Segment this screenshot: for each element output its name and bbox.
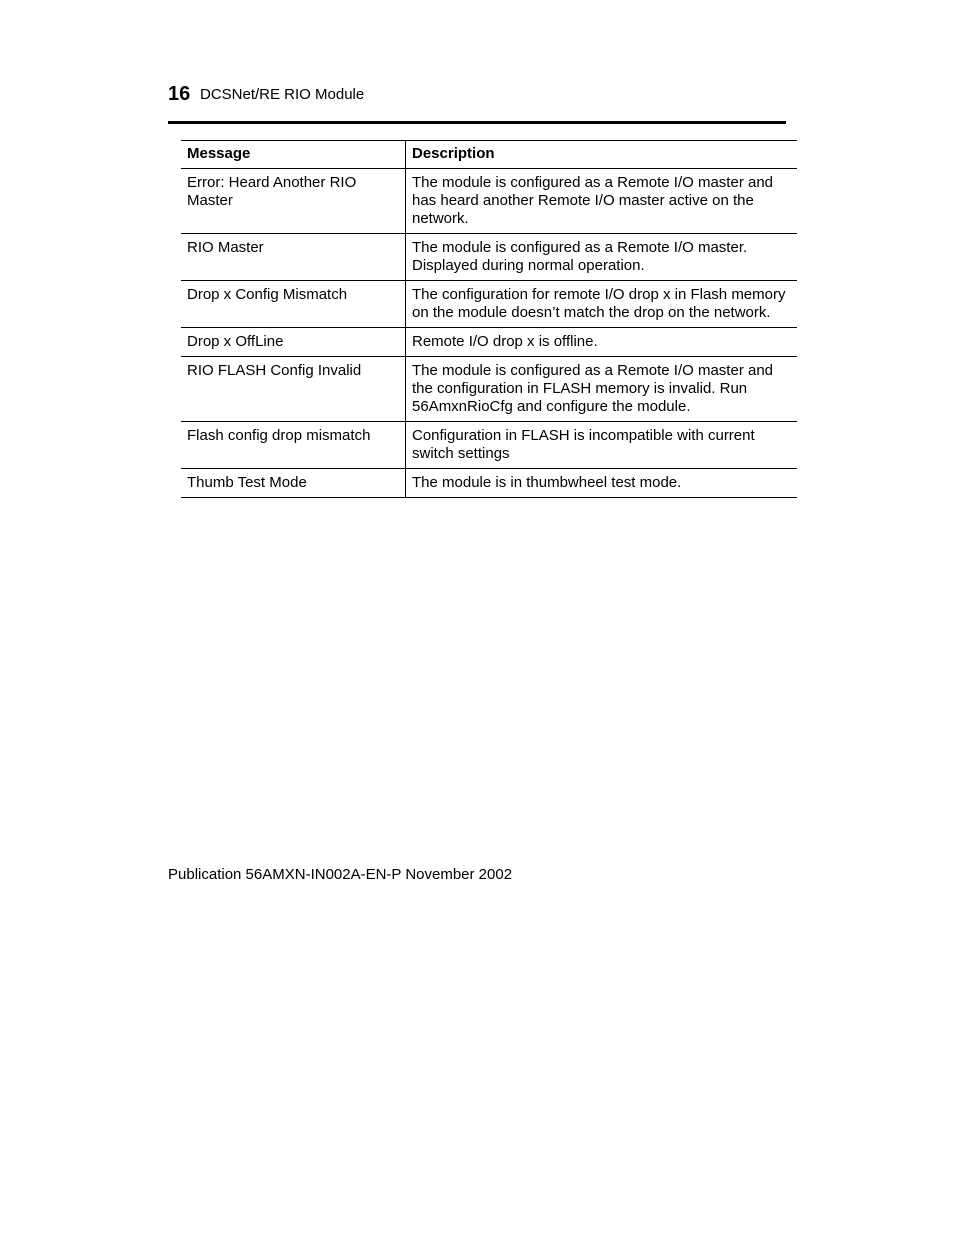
message-cell: RIO FLASH Config Invalid [181,357,406,422]
page-header [168,82,786,108]
table-row [181,234,797,281]
document-title: DCSNet/RE RIO Module [200,86,365,103]
description-cell: The module is configured as a Remote I/O master and the configuration in FLASH memory is invalid. Run 56AmxnRioCfg and configure the module. [406,357,798,422]
table-row [181,281,797,328]
description-cell: The module is configured as a Remote I/O master. Displayed during normal operation. [406,234,798,281]
message-cell: Error: Heard Another RIO Master [181,169,406,234]
message-cell: Drop x Config Mismatch [181,281,406,328]
table-row [181,469,797,498]
table-row [181,357,797,422]
table-row [181,169,797,234]
description-cell: The module is in thumbwheel test mode. [406,469,798,498]
message-table [181,140,797,498]
message-cell: Flash config drop mismatch [181,422,406,469]
message-cell: Thumb Test Mode [181,469,406,498]
description-cell: The module is configured as a Remote I/O master and has heard another Remote I/O master active on the network. [406,169,798,234]
message-cell: RIO Master [181,234,406,281]
column-header-message: Message [181,141,406,169]
publication-footer: Publication 56AMXN-IN002A-EN-P November 2002 [168,866,513,883]
table-row [181,422,797,469]
description-cell: Remote I/O drop x is offline. [406,328,798,357]
description-cell: The configuration for remote I/O drop x in Flash memory on the module doesn’t match the drop on the network. [406,281,798,328]
header-rule [168,121,786,124]
message-cell: Drop x OffLine [181,328,406,357]
description-cell: Configuration in FLASH is incompatible with current switch settings [406,422,798,469]
column-header-description: Description [406,141,798,169]
table-row [181,328,797,357]
page-number: 16 [168,83,191,105]
table-header-row [181,141,797,169]
